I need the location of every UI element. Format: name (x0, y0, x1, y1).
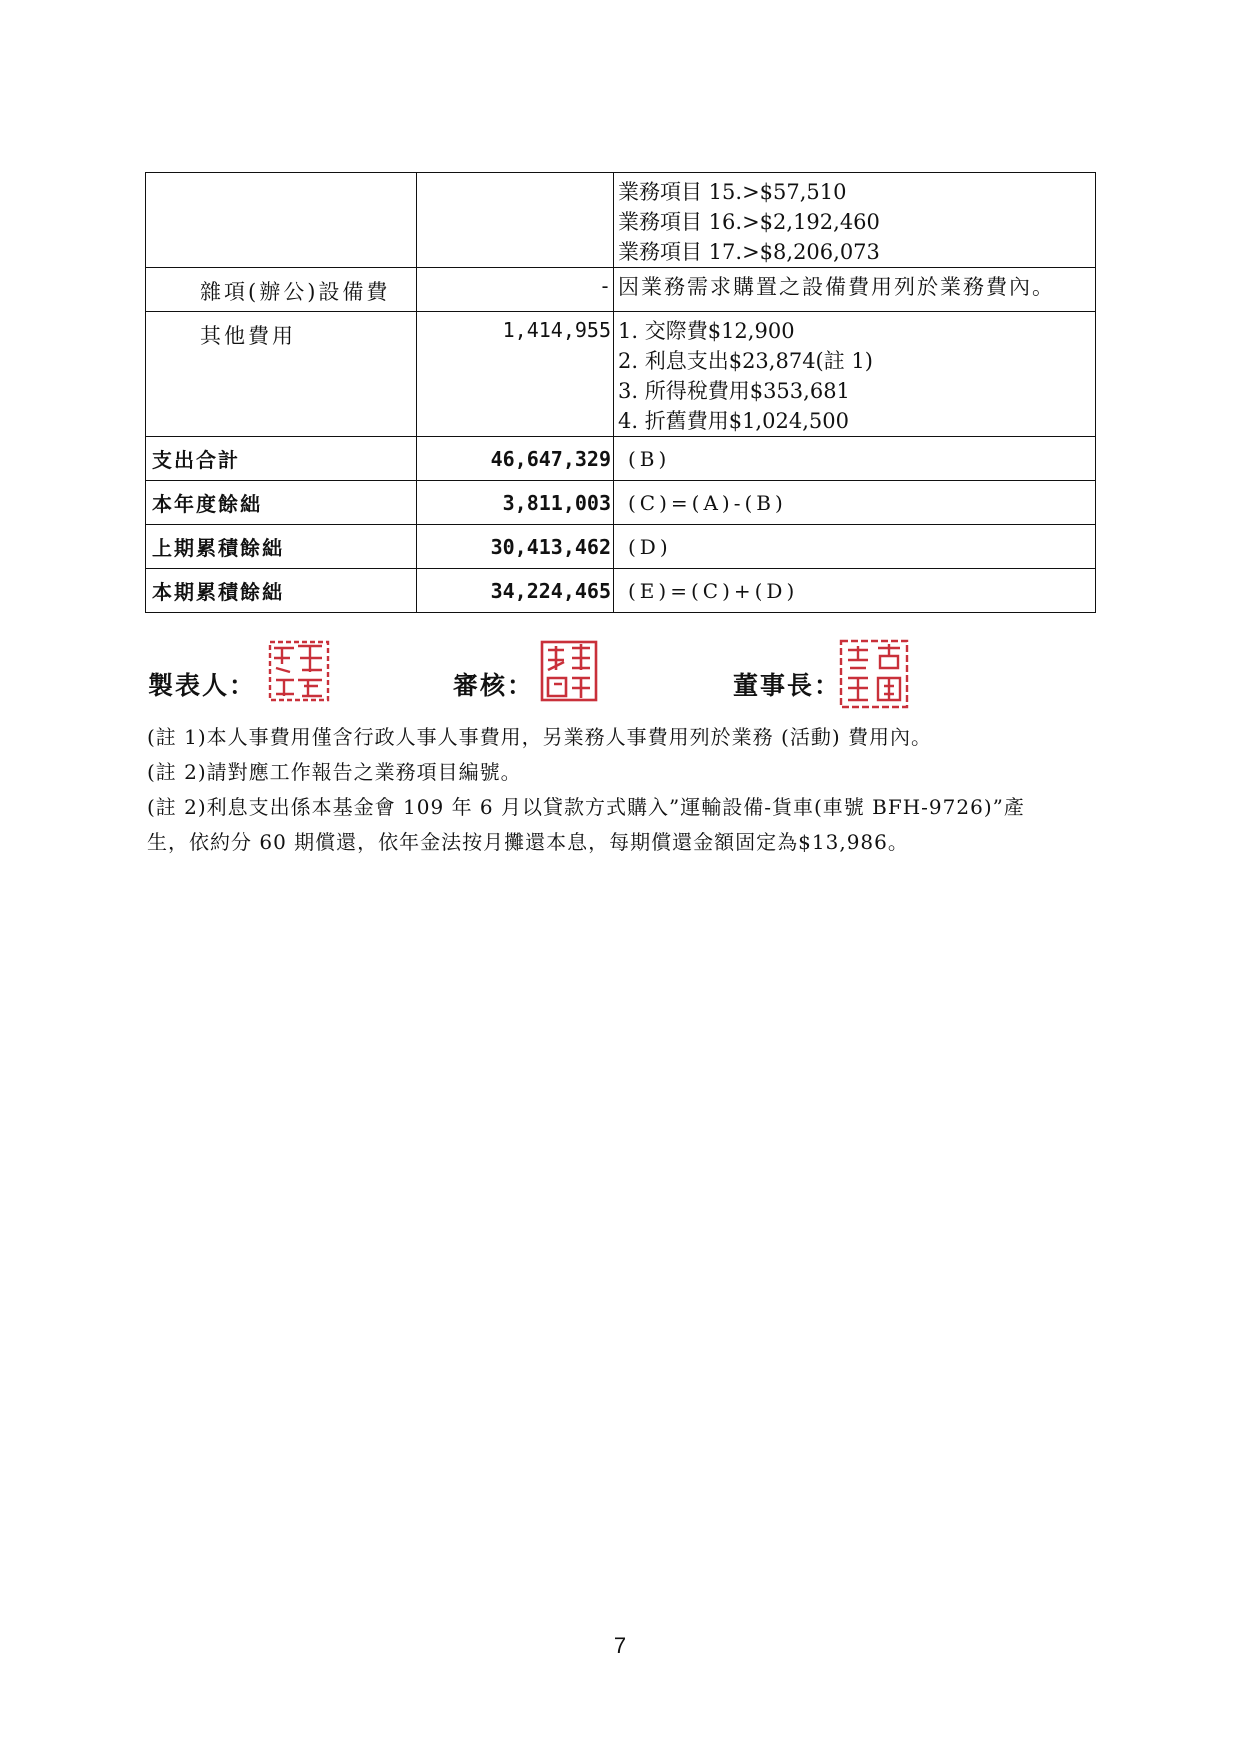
summary-label: 上期累積餘絀 (146, 525, 417, 569)
preparer-seal-icon (268, 640, 330, 702)
summary-label: 本期累積餘絀 (146, 569, 417, 613)
page-number: 7 (613, 1633, 627, 1658)
footnote: (註 2)利息支出係本基金會 109 年 6 月以貸款方式購入”運輸設備-貨車(車號 BFH-9726)”產 (147, 795, 1025, 819)
row-description (614, 173, 1096, 268)
reviewer-label: 審核： (453, 671, 535, 700)
summary-formula: (D) (614, 525, 1096, 569)
footnotes (147, 720, 1097, 860)
summary-amount: 34,224,465 (417, 569, 614, 613)
row-amount: 1,414,955 (417, 312, 614, 437)
reviewer-seal-icon (540, 640, 598, 702)
chairman-label: 董事長： (733, 671, 842, 700)
summary-label: 本年度餘絀 (146, 481, 417, 525)
summary-amount: 3,811,003 (417, 481, 614, 525)
footnote: (註 2)請對應工作報告之業務項目編號。 (147, 760, 522, 784)
desc-line: 業務項目 15.>$57,510 (618, 180, 847, 204)
desc-line: 1. 交際費$12,900 (618, 319, 795, 343)
summary-row (146, 569, 1096, 613)
summary-row (146, 481, 1096, 525)
row-label: 其他費用 (146, 312, 417, 437)
row-label (146, 173, 417, 268)
expense-table (145, 172, 1096, 613)
preparer-label: 製表人： (148, 671, 257, 700)
summary-formula: (C)=(A)-(B) (614, 481, 1096, 525)
footnote: 生，依約分 60 期償還，依年金法按月攤還本息，每期償還金額固定為$13,986。 (147, 830, 909, 854)
footnote: (註 1)本人事費用僅含行政人事人事費用，另業務人事費用列於業務 (活動) 費用內。 (147, 725, 933, 749)
table-row (146, 173, 1096, 268)
summary-formula: (B) (614, 437, 1096, 481)
row-label: 雜項(辦公)設備費 (146, 268, 417, 312)
desc-line: 2. 利息支出$23,874(註 1) (618, 349, 873, 373)
summary-label: 支出合計 (146, 437, 417, 481)
desc-line: 4. 折舊費用$1,024,500 (618, 409, 849, 433)
row-amount (417, 173, 614, 268)
row-description (614, 312, 1096, 437)
signature-row (148, 640, 1108, 720)
chairman-seal-icon (838, 638, 910, 710)
summary-row (146, 437, 1096, 481)
row-amount: - (417, 268, 614, 312)
summary-row (146, 525, 1096, 569)
table-row (146, 268, 1096, 312)
desc-line: 業務項目 17.>$8,206,073 (618, 240, 880, 264)
summary-amount: 46,647,329 (417, 437, 614, 481)
desc-line: 3. 所得稅費用$353,681 (618, 379, 850, 403)
table-row (146, 312, 1096, 437)
summary-amount: 30,413,462 (417, 525, 614, 569)
summary-formula: (E)=(C)+(D) (614, 569, 1096, 613)
row-description: 因業務需求購置之設備費用列於業務費內。 (614, 268, 1096, 312)
desc-line: 業務項目 16.>$2,192,460 (618, 210, 880, 234)
